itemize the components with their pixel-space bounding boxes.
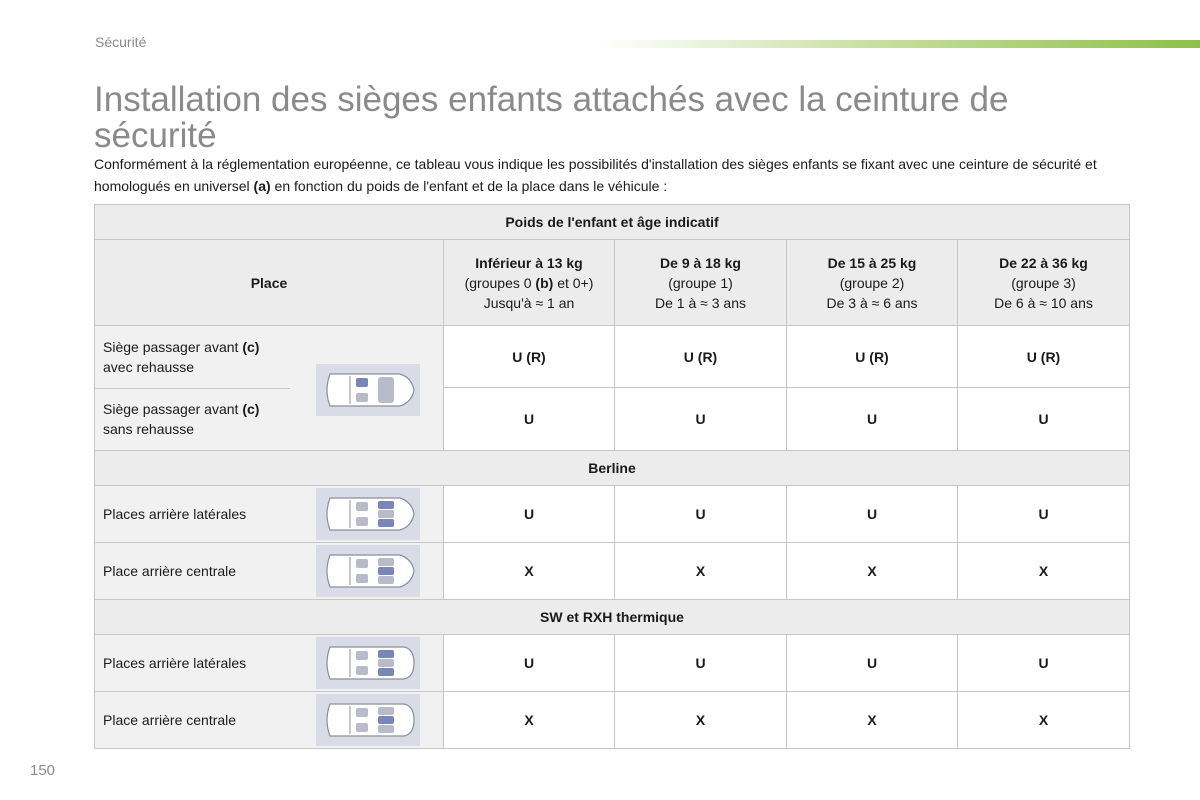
category-group: (groupe 2) xyxy=(839,274,905,291)
child-seat-table xyxy=(94,204,1130,749)
front-passenger-place-cell xyxy=(95,326,444,451)
category-2 xyxy=(787,240,958,326)
value-cell: X xyxy=(787,692,958,749)
value-cell: U xyxy=(787,388,958,451)
car-rear-side-seats-icon xyxy=(316,488,420,540)
place-label: Siège passager avant (c) avec rehausse xyxy=(103,339,260,375)
value-cell: U (R) xyxy=(615,326,787,388)
car-front-passenger-seat-icon xyxy=(316,364,420,416)
place-cell xyxy=(95,692,444,749)
car-rear-side-seats-icon xyxy=(316,637,420,689)
category-weight: De 15 à 25 kg xyxy=(827,254,917,271)
page-title: Installation des sièges enfants attachés avec la ceinture de sécurité xyxy=(94,80,1009,155)
value-cell: U xyxy=(615,388,787,451)
intro-paragraph xyxy=(94,153,1139,197)
category-group: (groupe 3) xyxy=(1011,274,1076,291)
value-cell: X xyxy=(958,543,1130,600)
value-cell: U xyxy=(958,388,1130,451)
car-rear-center-seat-icon xyxy=(316,694,420,746)
place-label: Place arrière centrale xyxy=(103,712,237,728)
category-header-row xyxy=(95,240,1130,326)
value-cell: U (R) xyxy=(444,326,615,388)
table-row xyxy=(95,326,1130,388)
category-3 xyxy=(958,240,1130,326)
category-group: (groupes 0 (b) et 0+) xyxy=(464,274,594,291)
category-age: De 1 à ≈ 3 ans xyxy=(655,294,746,311)
value-cell: U (R) xyxy=(787,326,958,388)
category-0 xyxy=(444,240,615,326)
category-weight: Inférieur à 13 kg xyxy=(475,254,583,271)
value-cell: U (R) xyxy=(958,326,1130,388)
section-label: Sécurité xyxy=(95,34,147,50)
table-row xyxy=(95,635,1130,692)
table-row xyxy=(95,543,1130,600)
value-cell: U xyxy=(787,635,958,692)
table-top-header: Poids de l'enfant et âge indicatif xyxy=(95,205,1130,240)
value-cell: X xyxy=(615,543,787,600)
car-rear-center-seat-icon xyxy=(316,545,420,597)
value-cell: X xyxy=(444,692,615,749)
category-age: Jusqu'à ≈ 1 an xyxy=(483,294,575,311)
value-cell: U xyxy=(444,486,615,543)
place-label: Places arrière latérales xyxy=(103,655,247,671)
category-1 xyxy=(615,240,787,326)
table-row xyxy=(95,486,1130,543)
intro-note-a: (a) xyxy=(253,178,271,194)
place-cell xyxy=(95,635,444,692)
value-cell: U xyxy=(615,635,787,692)
value-cell: X xyxy=(444,543,615,600)
section-header-berline: Berline xyxy=(95,451,1130,486)
category-group: (groupe 1) xyxy=(668,274,733,291)
value-cell: X xyxy=(787,543,958,600)
intro-text-suffix: en fonction du poids de l'enfant et de la place dans le véhicule : xyxy=(270,178,668,194)
category-age: De 6 à ≈ 10 ans xyxy=(994,294,1093,311)
place-header: Place xyxy=(95,240,444,326)
value-cell: U xyxy=(787,486,958,543)
section-header-sw-rxh: SW et RXH thermique xyxy=(95,600,1130,635)
place-label: Place arrière centrale xyxy=(103,563,237,579)
place-label: Places arrière latérales xyxy=(103,506,247,522)
category-age: De 3 à ≈ 6 ans xyxy=(826,294,918,311)
value-cell: U xyxy=(958,486,1130,543)
value-cell: U xyxy=(958,635,1130,692)
header-accent-bar xyxy=(600,40,1200,48)
page-number: 150 xyxy=(30,762,56,779)
place-label: Siège passager avant (c) sans rehausse xyxy=(103,401,260,437)
value-cell: X xyxy=(615,692,787,749)
category-weight: De 22 à 36 kg xyxy=(999,254,1088,271)
intro-text-prefix: Conformément à la réglementation européenne, ce tableau vous indique les possibilités d'installation des sièges enfants se fixant avec une ceinture de sécurité et homologués en universel xyxy=(94,156,1097,194)
value-cell: X xyxy=(958,692,1130,749)
value-cell: U xyxy=(615,486,787,543)
value-cell: U xyxy=(444,635,615,692)
value-cell: U xyxy=(444,388,615,451)
table-row xyxy=(95,692,1130,749)
place-cell xyxy=(95,486,444,543)
place-cell xyxy=(95,543,444,600)
category-weight: De 9 à 18 kg xyxy=(660,254,741,271)
